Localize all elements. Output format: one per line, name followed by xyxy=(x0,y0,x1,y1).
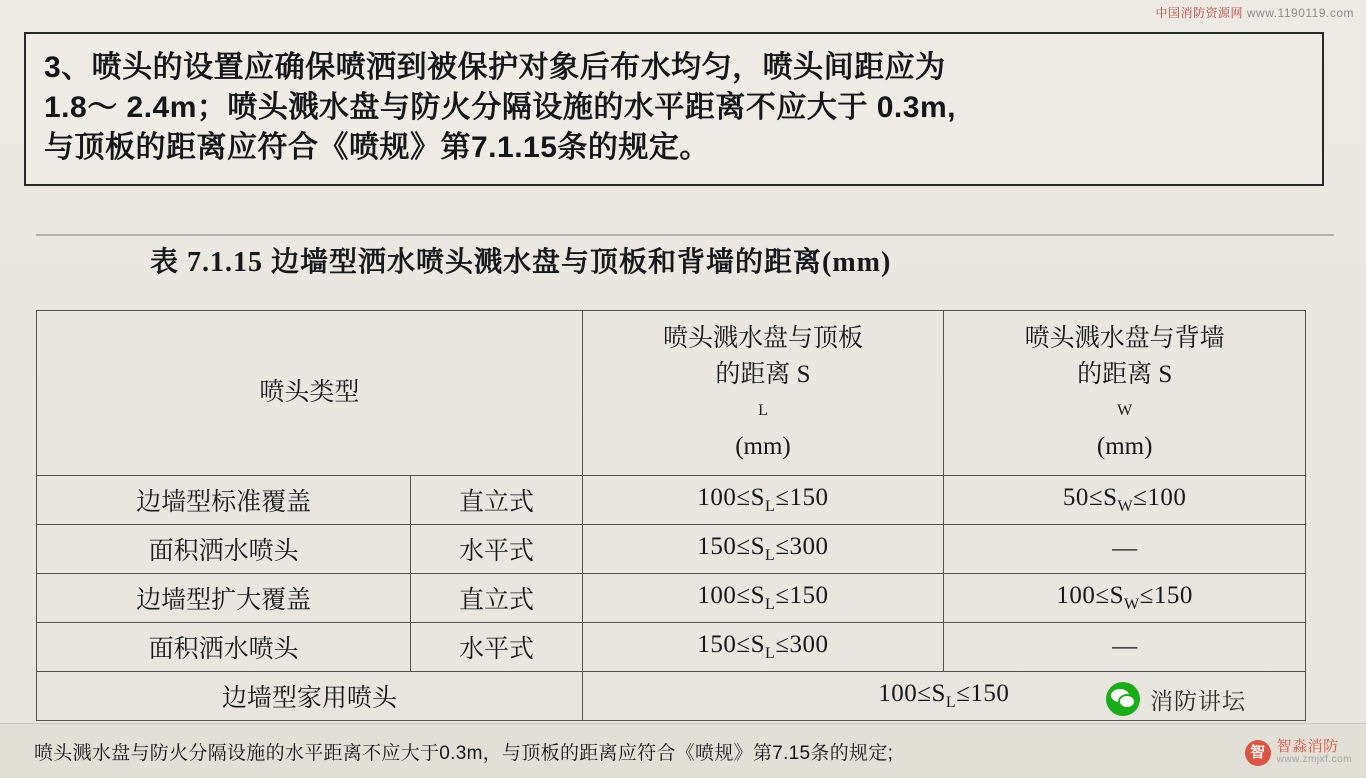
table-row xyxy=(37,574,1306,623)
header-backwall-sw-sub: W xyxy=(1117,402,1133,419)
row2-ceiling xyxy=(582,525,944,574)
row4-orientation: 水平式 xyxy=(411,623,582,672)
header-backwall-unit: (mm) xyxy=(1096,433,1153,460)
table-row xyxy=(37,623,1306,672)
row3-ceiling-pre: 100≤S xyxy=(697,582,766,609)
table-caption: 表 7.1.15 边墙型洒水喷头溅水盘与顶板和背墙的距离(mm) xyxy=(150,247,892,278)
row5-type: 边墙型家用喷头 xyxy=(37,672,583,721)
row4-ceiling xyxy=(582,623,944,672)
footer-text: 喷头溅水盘与防火分隔设施的水平距离不应大于0.3m，与顶板的距离应符合《喷规》第7.15条的规定; xyxy=(34,743,894,764)
row3-wall-pre: 100≤S xyxy=(1056,582,1125,609)
top-watermark xyxy=(1156,4,1354,21)
row1-wall xyxy=(944,476,1306,525)
row3-wall-sub: W xyxy=(1124,596,1140,613)
header-ceiling-unit: (mm) xyxy=(735,433,791,460)
row1-ceiling-pre: 100≤S xyxy=(697,484,766,511)
row2-wall: — xyxy=(944,525,1306,574)
row3-wall-post: ≤150 xyxy=(1139,582,1193,609)
row2-orientation: 水平式 xyxy=(411,525,582,574)
row1-ceiling-post: ≤150 xyxy=(775,484,829,511)
row1-orientation: 直立式 xyxy=(411,476,582,525)
table-header-row xyxy=(37,311,1306,476)
row5-ceiling-sub: L xyxy=(945,694,957,711)
row4-ceiling-pre: 150≤S xyxy=(697,631,766,658)
header-ceiling-sl-sub: L xyxy=(758,402,768,419)
corner-watermark-name: 智淼消防 xyxy=(1276,738,1339,755)
top-watermark-url: www.1190119.com xyxy=(1246,6,1354,20)
header-backwall-distance xyxy=(944,311,1306,476)
row4-ceiling-post: ≤300 xyxy=(775,631,829,658)
row1-type: 边墙型标准覆盖 xyxy=(37,476,411,525)
row3-wall xyxy=(944,574,1306,623)
wechat-watermark xyxy=(1106,682,1246,716)
corner-watermark xyxy=(1245,740,1352,766)
header-ceiling-sl-pre: 的距离 S xyxy=(715,361,811,388)
header-backwall-line1: 喷头溅水盘与背墙 xyxy=(1024,325,1225,352)
header-ceiling-line1: 喷头溅水盘与顶板 xyxy=(662,325,863,352)
row2-ceiling-pre: 150≤S xyxy=(697,533,766,560)
row3-orientation: 直立式 xyxy=(411,574,582,623)
spec-table-wrapper xyxy=(36,310,1306,721)
note-box xyxy=(24,32,1324,186)
row3-type: 边墙型扩大覆盖 xyxy=(37,574,411,623)
spec-table xyxy=(36,310,1306,721)
note-line-3: 与顶板的距离应符合《喷规》第7.1.15条的规定。 xyxy=(44,131,710,164)
corner-watermark-text xyxy=(1277,740,1352,766)
row5-ceiling-pre: 100≤S xyxy=(878,680,946,707)
note-line-2: 1.8～ 2.4m；喷头溅水盘与防火分隔设施的水平距离不应大于 0.3m, xyxy=(44,91,956,124)
row1-wall-pre: 50≤S xyxy=(1062,484,1118,511)
row5-ceiling-post: ≤150 xyxy=(956,680,1010,707)
wechat-icon xyxy=(1106,682,1140,716)
row1-ceiling-sub: L xyxy=(765,498,776,515)
row3-ceiling-sub: L xyxy=(765,596,776,613)
row1-wall-sub: W xyxy=(1117,498,1134,515)
footer-bar xyxy=(0,723,1366,778)
header-backwall-line2 xyxy=(950,357,1299,465)
row2-type: 面积洒水喷头 xyxy=(37,525,411,574)
row4-ceiling-sub: L xyxy=(765,645,776,662)
corner-logo-icon: 智 xyxy=(1245,740,1271,766)
note-line-1: 3、喷头的设置应确保喷洒到被保护对象后布水均匀，喷头间距应为 xyxy=(44,51,946,84)
row3-ceiling-post: ≤150 xyxy=(775,582,829,609)
row2-ceiling-post: ≤300 xyxy=(775,533,829,560)
header-ceiling-line2 xyxy=(589,357,938,465)
row1-ceiling xyxy=(582,476,944,525)
row2-ceiling-sub: L xyxy=(765,547,776,564)
table-row xyxy=(37,525,1306,574)
wechat-label: 消防讲坛 xyxy=(1150,687,1246,714)
header-sprinkler-type: 喷头类型 xyxy=(37,311,583,476)
corner-watermark-url: www.zmjxf.com xyxy=(1276,754,1352,765)
row1-wall-post: ≤100 xyxy=(1133,484,1187,511)
header-ceiling-distance xyxy=(582,311,944,476)
header-backwall-sw-pre: 的距离 S xyxy=(1077,361,1173,388)
table-row xyxy=(37,476,1306,525)
row4-wall: — xyxy=(944,623,1306,672)
top-watermark-site: 中国消防资源网 xyxy=(1155,6,1244,20)
row4-type: 面积洒水喷头 xyxy=(37,623,411,672)
caption-divider xyxy=(36,234,1334,236)
row3-ceiling xyxy=(582,574,944,623)
